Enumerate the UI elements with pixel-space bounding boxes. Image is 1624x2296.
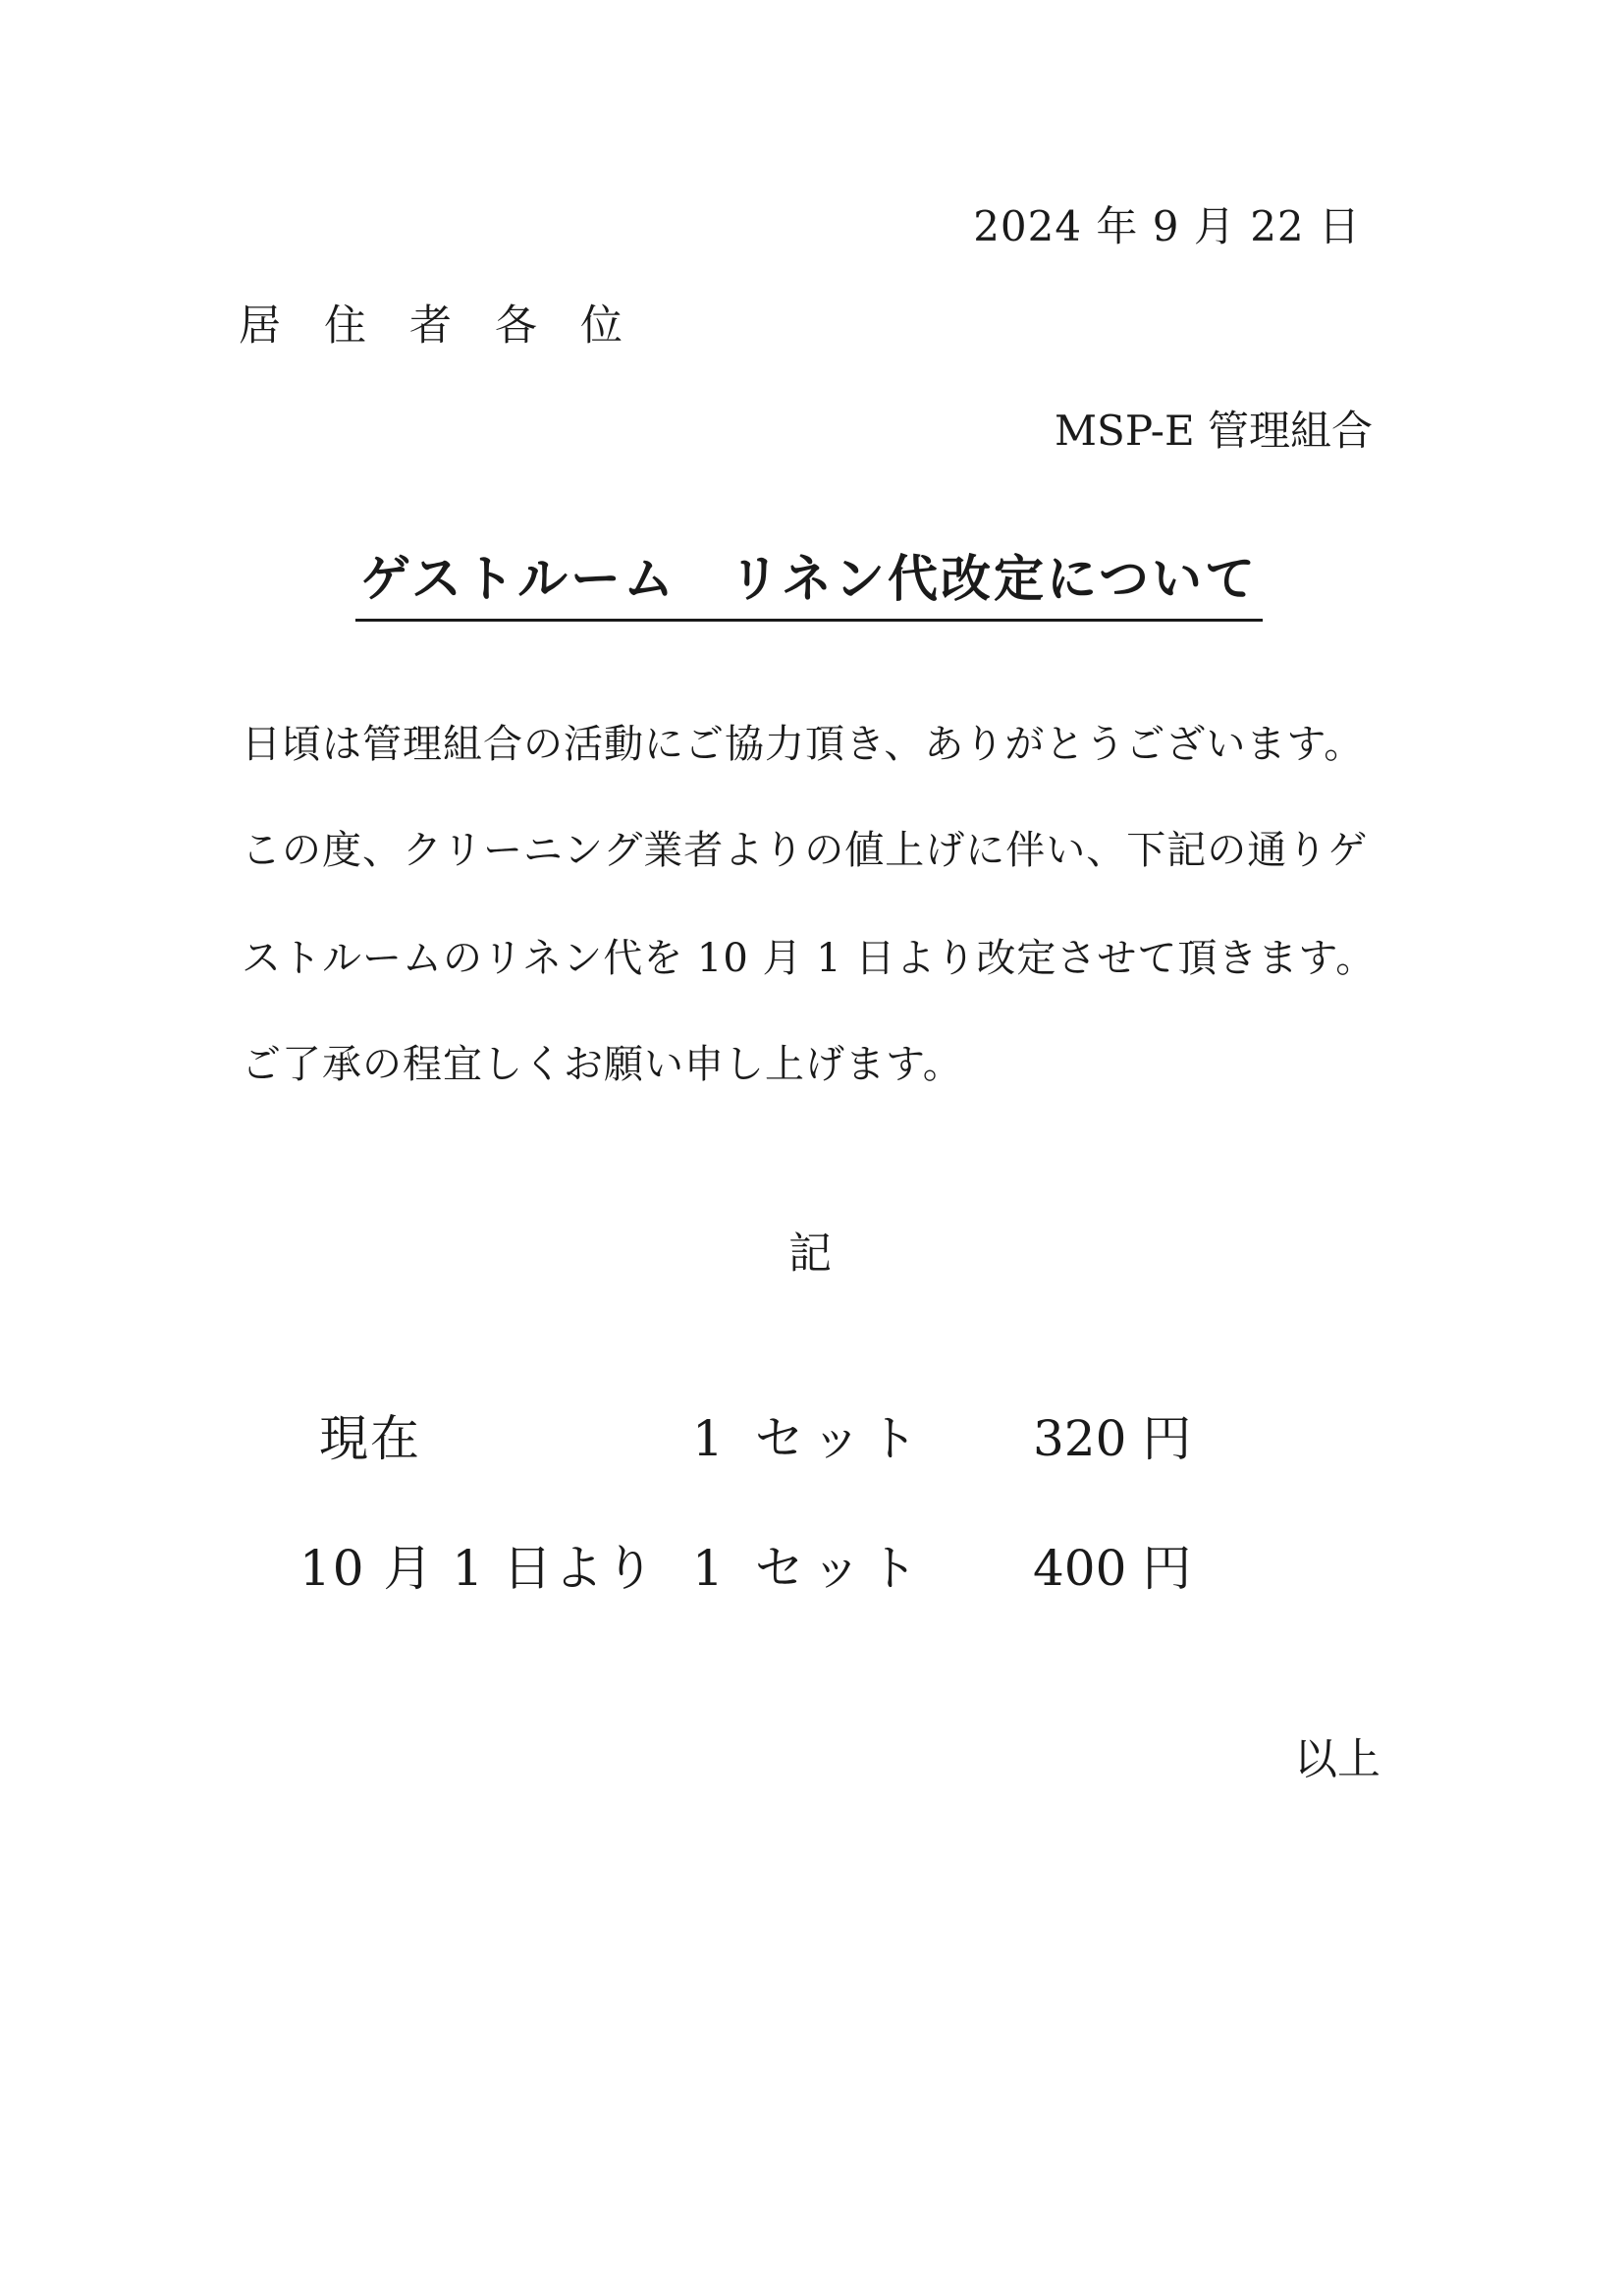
closing-mark: 以上 [1294, 1734, 1380, 1784]
price-row-amount: 320 円 [1033, 1410, 1192, 1467]
price-row-unit: 1 セット [692, 1410, 926, 1467]
body-line-1: 日頃は管理組合の活動にご協力頂き、ありがとうございます。 [242, 722, 1365, 767]
body-line-2: この度、クリーニング業者よりの値上げに伴い、下記の通りゲ [242, 828, 1369, 873]
body-line-4: ご了承の程宜しくお願い申し上げます。 [242, 1042, 963, 1087]
notice-date: 2024 年 9 月 22 日 [973, 202, 1361, 250]
price-row-label: 現在 [319, 1410, 421, 1467]
notice-title: ゲストルーム リネン代改定について [360, 551, 1258, 609]
ki-heading: 記 [788, 1229, 832, 1279]
price-row-label: 10 月 1 日より [299, 1540, 657, 1597]
price-row-amount: 400 円 [1033, 1540, 1192, 1597]
price-row-unit: 1 セット [692, 1540, 926, 1597]
sender-organization: MSP-E 管理組合 [1055, 407, 1373, 455]
body-line-3: ストルームのリネン代を 10 月 1 日より改定させて頂きます。 [242, 936, 1377, 981]
recipient-line: 居住者各位 [239, 301, 666, 351]
title-underlined-block [355, 538, 1263, 622]
